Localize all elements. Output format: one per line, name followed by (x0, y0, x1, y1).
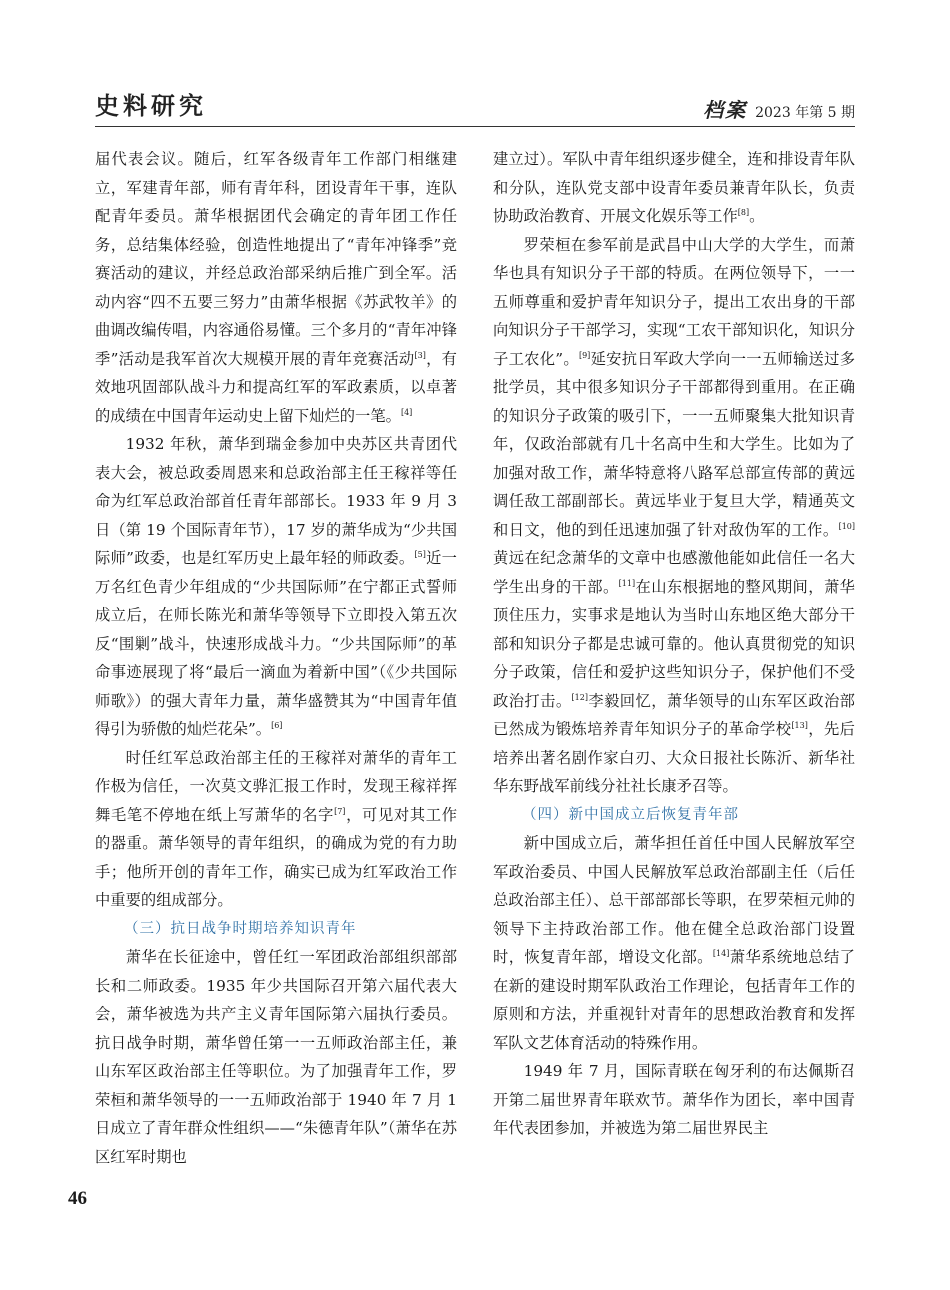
journal-brand: 档案 (703, 98, 748, 122)
citation: [6] (271, 720, 283, 730)
paragraph: 1932 年秋，萧华到瑞金参加中央苏区共青团代表大会，被总政委周恩来和总政治部主任王稼祥等任命为红军总政治部首任青年部部长。1933 年 9 月 3 日（第 19 个国际青年节），17 岁的萧华成为“少共国际师”政委，也是红军历史上最年轻的师政委。[5]近一万名红色青少年组成的“少共国际师”在宁都正式誓师成立后，在师长陈光和萧华等领导下立即投入第五次反“围剿”战斗，快速形成战斗力。“少共国际师”的革命事迹展现了将“最后一滴血为着新中国”（《少共国际师歌》）的强大青年力量，萧华盛赞其为“中国青年值得引为骄傲的灿烂花朵”。[6] (95, 435, 457, 738)
citation: [8] (737, 207, 750, 217)
citation: [4] (400, 407, 413, 417)
page-number: 46 (68, 1188, 87, 1209)
paragraph: 时任红军总政治部主任的王稼祥对萧华的青年工作极为信任，一次莫文骅汇报工作时，发现王稼祥挥舞毛笔不停地在纸上写萧华的名字[7]，可见对其工作的器重。萧华领导的青年组织，的确成为党的有力助手；他所开创的青年工作，确实已成为红军政治工作中重要的组成部分。 (95, 748, 457, 909)
citation: [14] (712, 948, 730, 958)
citation: [3] (414, 350, 426, 360)
journal-header (703, 94, 855, 123)
section-title: 史料研究 (95, 91, 207, 120)
paragraph: 届代表会议。随后，红军各级青年工作部门相继建立，军建青年部，师有青年科，团设青年干事，连队配青年委员。萧华根据团代会确定的青年团工作任务，总结集体经验，创造性地提出了“青年冲锋季”竞赛活动的建议，并经总政治部采纳后推广到全军。活动内容“四不五要三努力”由萧华根据《苏武牧羊》的曲调改编传唱，内容通俗易懂。三个多月的“青年冲锋季”活动是我军首次大规模开展的青年竞赛活动[3]，有效地巩固部队战斗力和提高红军的军政素质，以卓著的成绩在中国青年运动史上留下灿烂的一笔。[4] (95, 150, 457, 425)
citation: [10] (838, 521, 855, 531)
citation: [11] (618, 578, 636, 588)
citation: [13] (791, 720, 808, 730)
citation: [9] (578, 350, 591, 360)
citation: [7] (334, 806, 346, 816)
subsection-heading: （三）抗日战争时期培养知识青年 (124, 920, 357, 937)
paragraph: 新中国成立后，萧华担任首任中国人民解放军空军政治委员、中国人民解放军总政治部副主任（后任总政治部主任）、总干部部部长等职，在罗荣桓元帅的领导下主持政治部工作。他在健全总政治部门设置时，恢复青年部，增设文化部。[14]萧华系统地总结了在新的建设时期军队政治工作理论，包括青年工作的原则和方法，并重视针对青年的思想政治教育和发挥军队文艺体育活动的特殊作用。 (493, 834, 855, 1052)
paragraph: 罗荣桓在参军前是武昌中山大学的大学生，而萧华也具有知识分子干部的特质。在两位领导下，一一五师尊重和爱护青年知识分子，提出工农出身的干部向知识分子干部学习，实现“工农干部知识化，知识分子工农化”。[9]延安抗日军政大学向一一五师输送过多批学员，其中很多知识分子干部都得到重用。在正确的知识分子政策的吸引下，一一五师聚集大批知识青年，仅政治部就有几十名高中生和大学生。比如为了加强对敌工作，萧华特意将八路军总部宣传部的黄远调任敌工部副部长。黄远毕业于复旦大学，精通英文和日文，他的到任迅速加强了针对敌伪军的工作。[10]黄远在纪念萧华的文章中也感激他能如此信任一名大学生出身的干部。[11]在山东根据地的整风期间，萧华顶住压力，实事求是地认为当时山东地区绝大部分干部和知识分子都是忠诚可靠的。他认真贯彻党的知识分子政策，信任和爱护这些知识分子，保护他们不受政治打击。[12]李毅回忆，萧华领导的山东军区政治部已然成为锻炼培养青年知识分子的革命学校[13]，先后培养出著名剧作家白刃、大众日报社长陈沂、新华社华东野战军前线分社社长康矛召等。 (493, 235, 855, 795)
journal-issue: 2023 年第 5 期 (755, 105, 855, 121)
header-rule (95, 126, 855, 127)
citation: [5] (414, 549, 426, 559)
citation: [12] (571, 692, 588, 702)
paragraph: 1949 年 7 月，国际青联在匈牙利的布达佩斯召开第二届世界青年联欢节。萧华作为团长，率中国青年代表团参加，并被选为第二届世界民主 (493, 1062, 855, 1137)
right-column (493, 145, 855, 1143)
paragraph: 建立过）。军队中青年组织逐步健全，连和排设青年队和分队，连队党支部中设青年委员兼青年队长，负责协助政治教育、开展文化娱乐等工作[8]。 (493, 150, 855, 225)
subsection-heading: （四）新中国成立后恢复青年部 (522, 806, 739, 823)
left-column (95, 145, 457, 1171)
paragraph: 萧华在长征途中，曾任红一军团政治部组织部部长和二师政委。1935 年少共国际召开第六届代表大会，萧华被选为共产主义青年国际第六届执行委员。抗日战争时期，萧华曾任第一一五师政治部主任，兼山东军区政治部主任等职位。为了加强青年工作，罗荣桓和萧华领导的一一五师政治部于 1940 年 7 月 1 日成立了青年群众性组织——“朱德青年队”（萧华在苏区红军时期也 (95, 948, 457, 1166)
